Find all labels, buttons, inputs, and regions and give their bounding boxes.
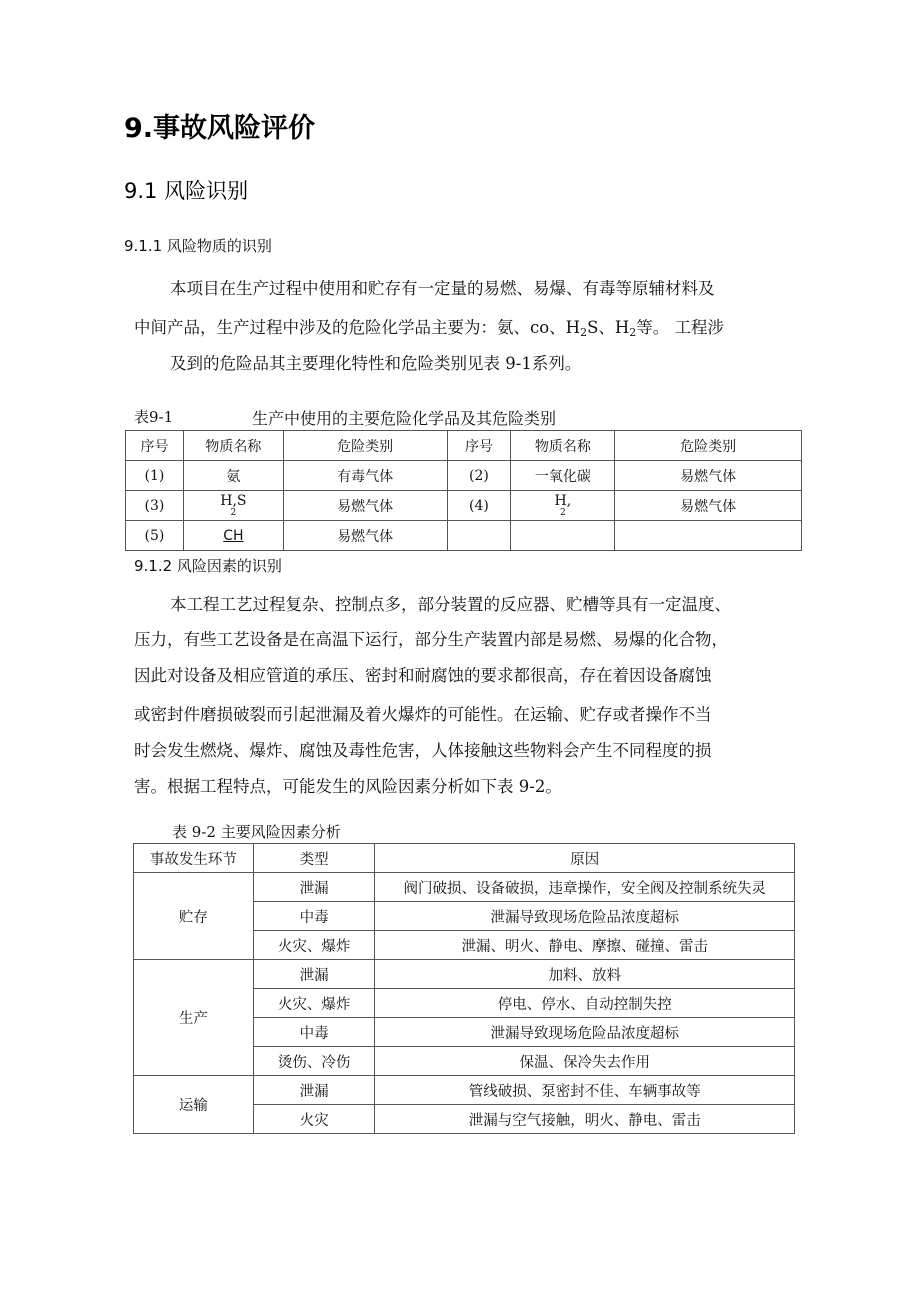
sub1-title: 9.1.1 风险物质的识别: [124, 237, 272, 255]
table-cell: (5): [126, 521, 184, 551]
table-cell: (4): [447, 491, 511, 521]
cause-cell: 泄漏导致现场危险品浓度超标: [375, 902, 795, 931]
table-cell: 一氧化碳: [511, 461, 615, 491]
hazard-chemicals-table: [125, 430, 802, 551]
table-header-row: [126, 431, 802, 461]
stage-cell: 运输: [134, 1076, 254, 1134]
type-cell: 泄漏: [253, 1076, 375, 1105]
header-cell: 类型: [253, 844, 375, 873]
table-cell: (2): [447, 461, 511, 491]
table-cell: 有毒气体: [283, 461, 447, 491]
header-cell: 物质名称: [183, 431, 283, 461]
stage-cell: 生产: [134, 960, 254, 1076]
table-header-row: [134, 844, 795, 873]
table-cell: (1): [126, 461, 184, 491]
header-cell: 物质名称: [511, 431, 615, 461]
header-cell: 序号: [126, 431, 184, 461]
para2-line: 压力，有些工艺设备是在高温下运行，部分生产装置内部是易燃、易爆的化合物，: [134, 630, 728, 649]
para1-line3: 及到的危险品其主要理化特性和危险类别见表 9-1系列。: [170, 354, 582, 373]
table-cell: 易燃气体: [615, 461, 802, 491]
cause-cell: 保温、保冷失去作用: [375, 1047, 795, 1076]
type-cell: 火灾: [253, 1105, 375, 1134]
table-cell: [511, 521, 615, 551]
stage-cell: 贮存: [134, 873, 254, 960]
type-cell: 火灾、爆炸: [253, 989, 375, 1018]
para2-line: 害。根据工程特点，可能发生的风险因素分析如下表 9-2。: [134, 777, 562, 796]
cause-cell: 停电、停水、自动控制失控: [375, 989, 795, 1018]
table-row: [134, 1076, 795, 1105]
subsection-title: 9.1 风险识别: [124, 179, 249, 203]
subscript-mark: 2: [559, 508, 566, 518]
type-cell: 泄漏: [253, 960, 375, 989]
para2-line: 本工程工艺过程复杂、控制点多，部分装置的反应器、贮槽等具有一定温度、: [170, 595, 731, 614]
table-cell: [447, 521, 511, 551]
para1-line2: 中间产品，生产过程中涉及的危险化学品主要为：氨、co、$H_2S$、$H_2$等。 工程涉: [134, 318, 725, 339]
cause-cell: 泄漏与空气接触，明火、静电、雷击: [375, 1105, 795, 1134]
table-cell: H,S 2: [183, 491, 283, 521]
cause-cell: 泄漏、明火、静电、摩擦、碰撞、雷击: [375, 931, 795, 960]
cause-cell: 加料、放料: [375, 960, 795, 989]
para2-line: 时会发生燃烧、爆炸、腐蚀及毒性危害，人体接触这些物料会产生不同程度的损: [134, 741, 712, 760]
subscript-mark: 2: [230, 508, 237, 518]
table1-caption-num: 表9-1: [134, 408, 174, 426]
table-row: [126, 521, 802, 551]
para2-line: 或密封件磨损破裂而引起泄漏及着火爆炸的可能性。在运输、贮存或者操作不当: [134, 705, 712, 724]
risk-factors-table: [133, 843, 795, 1134]
table-cell: (3): [126, 491, 184, 521]
table-row: [134, 873, 795, 902]
cause-cell: 阀门破损、设备破损，违章操作，安全阀及控制系统失灵: [375, 873, 795, 902]
table1-caption-title: 生产中使用的主要危险化学品及其危险类别: [252, 409, 557, 428]
type-cell: 烫伤、冷伤: [253, 1047, 375, 1076]
para1-line1: 本项目在生产过程中使用和贮存有一定量的易燃、易爆、有毒等原辅材料及: [170, 279, 715, 298]
header-cell: 危险类别: [283, 431, 447, 461]
table-cell: 易燃气体: [615, 491, 802, 521]
table-row: [126, 461, 802, 491]
para2-line: 因此对设备及相应管道的承压、密封和耐腐蚀的要求都很高，存在着因设备腐蚀: [134, 666, 712, 685]
section-title: 9.事故风险评价: [124, 113, 316, 144]
cause-cell: 泄漏导致现场危险品浓度超标: [375, 1018, 795, 1047]
type-cell: 泄漏: [253, 873, 375, 902]
type-cell: 中毒: [253, 902, 375, 931]
header-cell: 危险类别: [615, 431, 802, 461]
header-cell: 原因: [375, 844, 795, 873]
table-cell: H, 2: [511, 491, 615, 521]
table-cell: 易燃气体: [283, 491, 447, 521]
type-cell: 火灾、爆炸: [253, 931, 375, 960]
type-cell: 中毒: [253, 1018, 375, 1047]
table-cell: 氨: [183, 461, 283, 491]
table2-caption: 表 9-2 主要风险因素分析: [172, 823, 341, 841]
header-cell: 事故发生环节: [134, 844, 254, 873]
table-row: [134, 960, 795, 989]
sub2-title: 9.1.2 风险因素的识别: [134, 557, 282, 575]
cause-cell: 管线破损、泵密封不佳、车辆事故等: [375, 1076, 795, 1105]
table-cell: CH: [183, 521, 283, 551]
table-cell: [615, 521, 802, 551]
table-row: [126, 491, 802, 521]
table-cell: 易燃气体: [283, 521, 447, 551]
header-cell: 序号: [447, 431, 511, 461]
